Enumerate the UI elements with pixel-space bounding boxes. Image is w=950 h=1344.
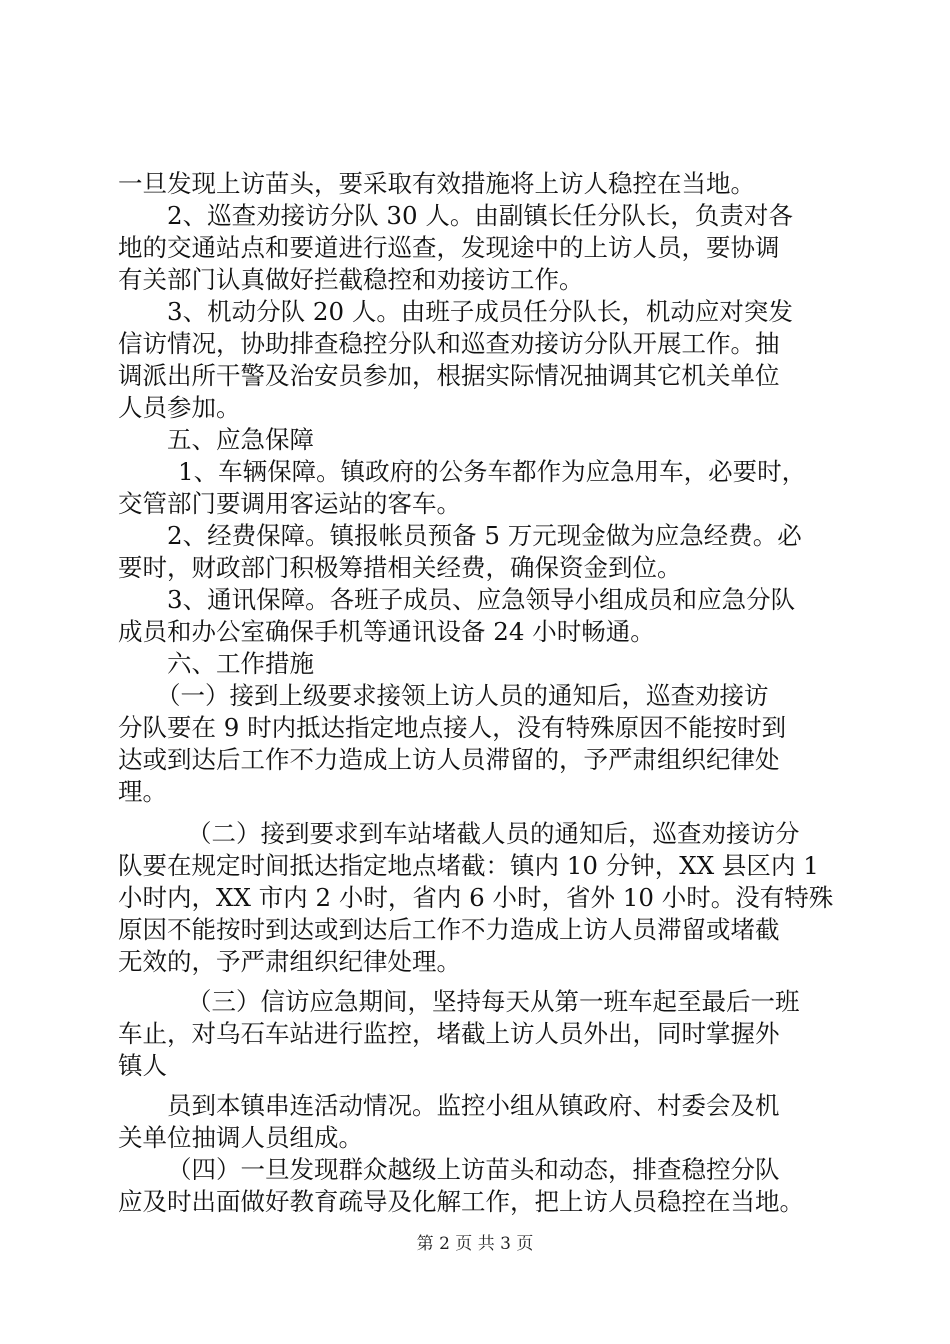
text-line: 一旦发现上访苗头，要采取有效措施将上访人稳控在当地。 (118, 169, 755, 198)
text-line: （四）一旦发现群众越级上访苗头和动态，排查稳控分队 (167, 1155, 780, 1184)
page-footer: 第 2 页 共 3 页 (416, 1234, 534, 1254)
text-line: 2、经费保障。镇报帐员预备 5 万元现金做为应急经费。必 (167, 521, 802, 550)
text-line: 员到本镇串连活动情况。监控小组从镇政府、村委会及机 (167, 1091, 780, 1120)
text-line: 2、巡查劝接访分队 30 人。由副镇长任分队长，负责对各 (167, 201, 793, 230)
text-line: 应及时出面做好教育疏导及化解工作，把上访人员稳控在当地。 (118, 1187, 804, 1216)
text-line: 小时内，XX 市内 2 小时，省内 6 小时，省外 10 小时。没有特殊 (118, 883, 834, 912)
text-line: 信访情况，协助排查稳控分队和巡查劝接访分队开展工作。抽 (118, 329, 780, 358)
section-heading: 五、应急保障 (167, 425, 314, 454)
text-line: 地的交通站点和要道进行巡查，发现途中的上访人员，要协调 (118, 233, 780, 262)
text-line: 镇人 (118, 1051, 167, 1080)
text-line: 理。 (118, 777, 167, 806)
text-line: 队要在规定时间抵达指定地点堵截：镇内 10 分钟，XX 县区内 1 (118, 851, 819, 880)
text-line: 成员和办公室确保手机等通讯设备 24 小时畅通。 (118, 617, 655, 646)
text-line: （一）接到上级要求接领上访人员的通知后，巡查劝接访 (156, 681, 769, 710)
document-body (118, 168, 834, 1218)
text-line: 3、通讯保障。各班子成员、应急领导小组成员和应急分队 (167, 585, 796, 614)
text-line: 3、机动分队 20 人。由班子成员任分队长，机动应对突发 (167, 297, 793, 326)
text-line: 无效的，予严肃组织纪律处理。 (118, 947, 461, 976)
text-line: 调派出所干警及治安员参加，根据实际情况抽调其它机关单位 (118, 361, 780, 390)
text-line: （二）接到要求到车站堵截人员的通知后，巡查劝接访分 (187, 819, 800, 848)
text-line: 原因不能按时到达或到达后工作不力造成上访人员滞留或堵截 (118, 915, 780, 944)
text-line: 有关部门认真做好拦截稳控和劝接访工作。 (118, 265, 584, 294)
text-line: 关单位抽调人员组成。 (118, 1123, 363, 1152)
section-heading: 六、工作措施 (167, 649, 314, 678)
text-line: 达或到达后工作不力造成上访人员滞留的，予严肃组织纪律处 (118, 745, 780, 774)
text-line: 要时，财政部门积极筹措相关经费，确保资金到位。 (118, 553, 682, 582)
text-line: 车止，对乌石车站进行监控，堵截上访人员外出，同时掌握外 (118, 1019, 780, 1048)
text-line: 交管部门要调用客运站的客车。 (118, 489, 461, 518)
text-line: 1、车辆保障。镇政府的公务车都作为应急用车，必要时， (178, 457, 807, 486)
text-line: （三）信访应急期间，坚持每天从第一班车起至最后一班 (187, 987, 800, 1016)
text-line: 分队要在 9 时内抵达指定地点接人，没有特殊原因不能按时到 (118, 713, 787, 742)
text-line: 人员参加。 (118, 393, 241, 422)
